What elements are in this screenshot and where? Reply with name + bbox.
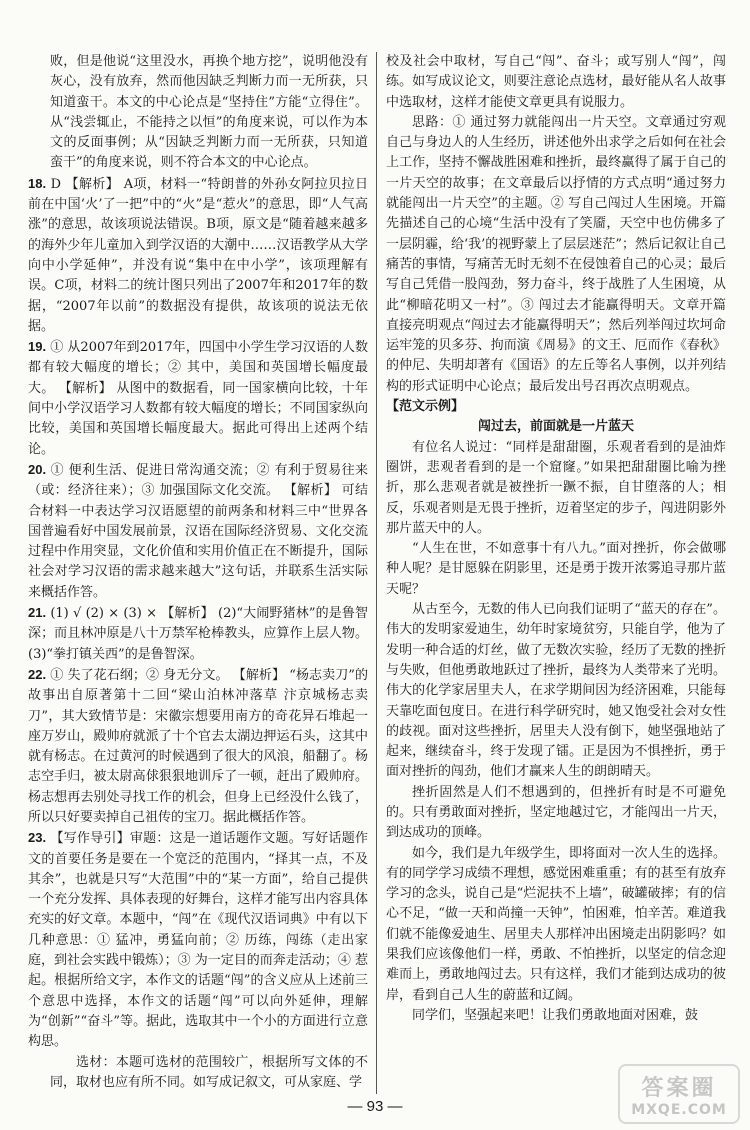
question-number: 21.	[28, 605, 47, 621]
essay-paragraph: 从古至今，无数的伟人已向我们证明了“蓝天的存在”。伟大的发明家爱迪生，幼年时家境贫穷，只能自学，他为了发明一种合适的灯丝，做了无数次实验，经历了无数的挫折与失败，但他勇敢地跃过了挫折，最终为人类带来了光明。伟大的化学家居里夫人，在求学期间因为经济困难，只能每天靠吃面包度日。在进行科学研究时，她又饱受社会对女性的歧视。面对这些挫折，居里夫人没有倒下，她坚强地站了起来，继续奋斗，终于发现了镭。正是因为不惧挫折，勇于面对挫折的闯劲，他们才赢来人生的朗朗晴天。	[386, 602, 726, 780]
material-continuation: 校及社会中取材，写自己“闯”、奋斗；或写别人“闯”，闯练。如写成议论文，则要注意论点选材，最好能从名人故事中选取材，这样才能使文章更具有说服力。	[386, 54, 726, 110]
watermark-text: 答案圈	[641, 1075, 717, 1101]
question-number: 19.	[28, 339, 47, 355]
watermark-url: MXQE.COM	[631, 1101, 727, 1118]
question-number: 18.	[28, 175, 47, 191]
essay-title: 闯过去，前面就是一片蓝天	[477, 419, 634, 435]
answer-text: ① 失了花石纲；② 身无分文。 【解析】 “杨志卖刀”的故事出自原著第十二回“梁山泊林冲落草 汴京城杨志卖刀”，其大致情节是：宋徽宗想要用南方的奇花异石堆起一座万岁山，殿帅府就派了十个官去太湖边押运石头，这其中就有杨志。在过黄河的时候遇到了很大的风浪，船翻了。杨志空手归，被太尉高俅狠狠地训斥了一顿，赶出了殿帅府。杨志想再去别处寻找工作的机会，但身上已经没什么钱了，所以只好要卖掉自己祖传的宝刀。据此概括作答。	[28, 667, 368, 825]
right-column	[386, 52, 726, 1026]
answer-text: (1) √ (2) × (3) × 【解析】 (2)“大闹野猪林”的是鲁智深；而且林冲原是八十万禁军枪棒教头，应算作上层人物。 (3)“拳打镇关西”的是鲁智深。	[28, 606, 368, 662]
question-number: 22.	[28, 666, 47, 682]
essay-paragraph: 如今，我们是九年级学生，即将面对一次人生的选择。有的同学学习成绩不理想，感觉困难重重；有的甚至有放弃学习的念头，说自己是“烂泥扶不上墙”，破罐破摔；有的信心不足，“做一天和尚撞一天钟”，怕困难，怕辛苦。难道我们就不能像爱迪生、居里夫人那样冲出困境走出阴影吗？如果我们应该像他们一样，勇敢、不怕挫折，以坚定的信念迎难而上，勇敢地闯过去。只有这样，我们才能到达成功的彼岸，看到自己人生的蔚蓝和辽阔。	[386, 845, 726, 1003]
sample-essay-heading: 【范文示例】	[386, 399, 465, 415]
answer-text: ① 便利生活、促进日常沟通交流；② 有利于贸易往来（或：经济往来）；③ 加强国际文化交流。 【解析】 可结合材料一中表达学习汉语愿望的前两条和材料三中“世界各国普遍看好中国发展前景，汉语在国际经济贸易、文化交流过程中作用突显，文化价值和实用价值正在不断提升，国际社会对学习汉语的需求越来越大”这句话，并联系生活实际来概括作答。	[28, 462, 369, 600]
column-divider	[376, 52, 377, 1094]
essay-paragraph: 有位名人说过：“同样是甜甜圈，乐观者看到的是油炸圈饼，悲观者看到的是一个窟窿。”如果把甜甜圈比喻为挫折，那么悲观者就是被挫折一蹶不振，自甘堕落的人；相反，乐观者则是无畏于挫折，迈着坚定的步子，闯进阴影外那片蓝天中的人。	[386, 439, 726, 536]
answer-23-material: 选材：本题可选材的范围较广，根据所写文体的不同，取材也应有所不同。如写成记叙文，可从家庭、学	[50, 1054, 368, 1090]
answer-text: D 【解析】 A项，材料一“特朗普的外孙女阿拉贝拉日前在中国‘火’了一把”中的“火”是“惹火”的意思，即“人气高涨”的意思，故该项说法错误。B项，原文是“随着越来越多的海外少年儿童加入到学汉语的大潮中……汉语教学从大学向中小学延伸”，并没有说“集中在中小学”，该项理解有误。C项，材料二的统计图只列出了2007年和2017年的数据，“2007年以前”的数据没有提供，故该项的说法无依据。	[28, 176, 368, 334]
essay-paragraph: “人生在世，不如意事十有八九。”面对挫折，你会做哪种人呢？是甘愿躲在阴影里，还是勇于拨开浓雾追寻那片蓝天呢？	[386, 541, 726, 597]
watermark-logo	[618, 1064, 740, 1124]
writing-approach: 思路：① 通过努力就能闯出一片天空。文章通过穷观自己与身边人的人生经历，讲述他外出求学之后如何在社会上工作，坚持不懈战胜困难和挫折，最终赢得了属于自己的一片天空的故事；在文章最后以抒情的方式点明“通过努力就能闯出一片天空”的主题。② 写自己闯过人生困境。开篇先描述自己的心境“生活中没有了笑靥，天空中也仿佛多了一层阴霾，给‘我’的视野蒙上了层层迷茫”；然后记叙让自己痛苦的事情，写痛苦无时无刻不在侵蚀着自己的心灵；最后写自己凭借一股闯劲，努力奋斗，终于战胜了人生困境，从此“柳暗花明又一村”。③ 闯过去才能赢得明天。文章开篇直接亮明观点“闯过去才能赢得明天”；然后列举闯过坎坷命运牢笼的贝多芬、拘而演《周易》的文王、厄而作《春秋》的仲尼、失明却著有《国语》的左丘等名人事例，以并列结构的形式证明中心论点；最后发出号召再次点明观点。	[386, 114, 726, 394]
answer-text: 【写作导引】审题：这是一道话题作文题。写好话题作文的首要任务是要在一个宽泛的范围内，“择其一点，不及其余”，也就是只写“大范围”中的“某一方面”，给自己提供一个充分发挥、具体表现的好舞台，这样才能写出内容具体充实的好文章。本题中，“闯”在《现代汉语词典》中有以下几种意思：① 猛冲，勇猛向前；② 历练，闯练（走出家庭，到社会实践中锻炼）；③ 为一定目的而奔走活动；④ 惹起。根据所给文字，本作文的话题“闯”的含义应从上述前三个意思中选择，本作文的话题“闯”可以向外延伸，理解为“创新”“奋斗”等。据此，选取其中一个小的方面进行立意构思。	[28, 831, 368, 1050]
question-number: 23.	[28, 830, 47, 846]
answer-22	[28, 665, 368, 828]
answer-21	[28, 603, 368, 665]
answer-18	[28, 174, 368, 337]
left-column	[28, 52, 368, 1093]
answer-continuation: 败，但是他说“这里没水，再换个地方挖”，说明他没有灰心，没有放弃，然而他因缺乏判断力而一无所获，只知道蛮干。本文的中心论点是“坚持住”方能“立得住”。从“浅尝辄止，不能持之以恒”的角度来说，可以作为本文的反面事例；从“因缺乏判断力而一无所获，只知道蛮干”的角度来说，则不符合本文的中心论点。	[50, 54, 368, 171]
essay-paragraph: 挫折固然是人们不想遇到的，但挫折有时是不可避免的。只有勇敢面对挫折，坚定地越过它，才能闯出一片天，到达成功的顶峰。	[386, 784, 726, 841]
question-number: 20.	[28, 461, 47, 477]
answer-19	[28, 337, 368, 460]
page-number: — 93 —	[347, 1098, 403, 1115]
answer-text: ① 从2007年到2017年，四国中小学生学习汉语的人数都有较大幅度的增长；② 其中，美国和英国增长幅度最大。 【解析】 从图中的数据看，同一国家横向比较，十年间中小学汉语学习人数都有较大幅度的增长；不同国家纵向比较，美国和英国增长幅度最大。据此可得出上述两个结论。	[28, 340, 368, 457]
answer-20	[28, 460, 368, 603]
answer-23	[28, 828, 368, 1052]
essay-paragraph: 同学们，坚强起来吧！让我们勇敢地面对困难，鼓	[412, 1007, 699, 1023]
